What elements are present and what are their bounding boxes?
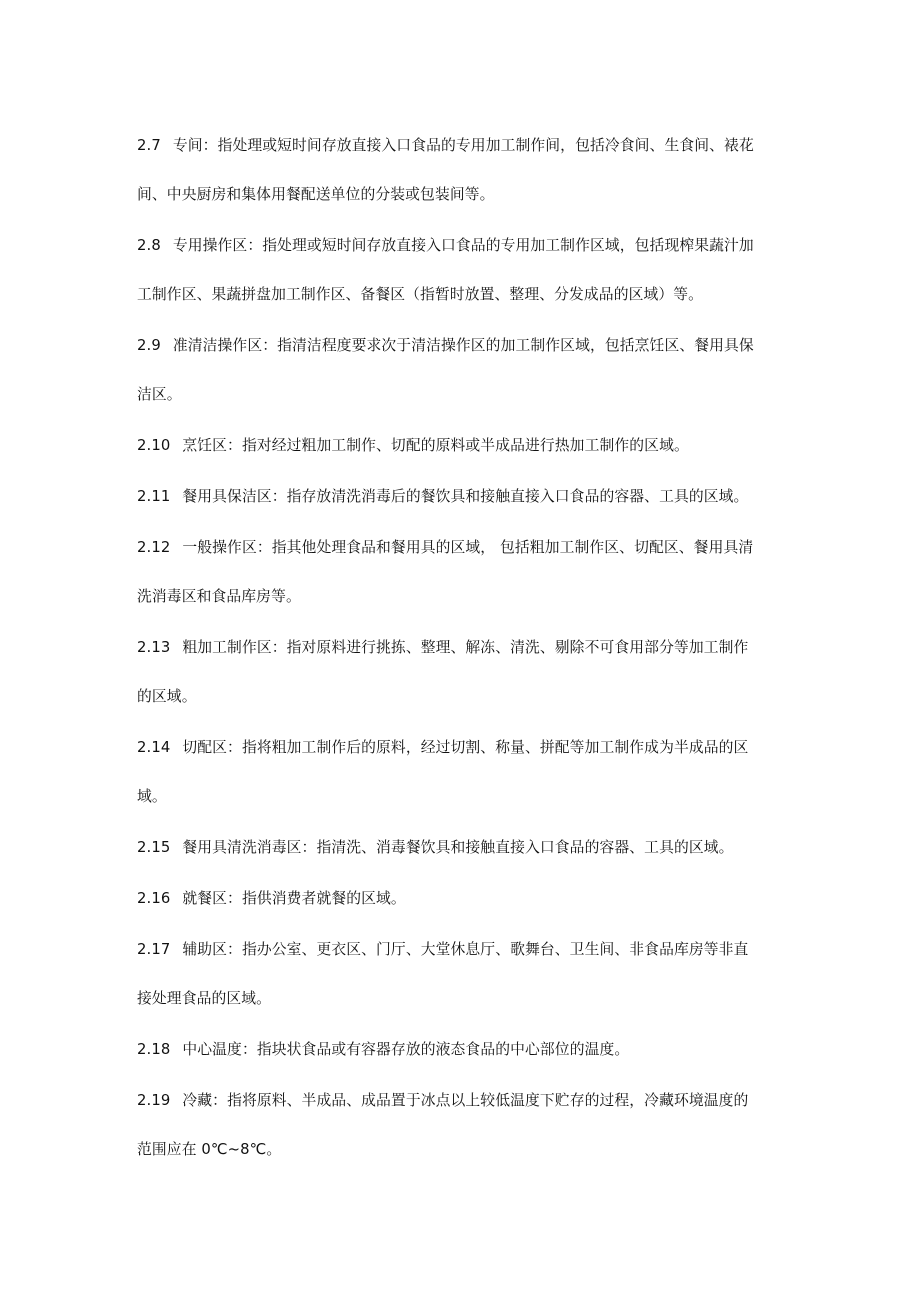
section-number: 2.7 — [137, 137, 161, 154]
definition-line — [137, 823, 787, 872]
definition-2-12 — [137, 523, 787, 621]
definition-text: 指将原料、半成品、成品置于冰点以上较低温度下贮存的过程，冷藏环境温度的 — [227, 1092, 749, 1109]
definition-line — [137, 925, 787, 974]
definition-2-15 — [137, 823, 787, 872]
term: 就餐区： — [182, 890, 242, 907]
definition-text: 指其他处理食品和餐用具的区域， 包括粗加工制作区、切配区、餐用具清 — [271, 539, 754, 556]
definition-2-17 — [137, 925, 787, 1023]
definition-2-18 — [137, 1025, 787, 1074]
definition-2-11 — [137, 472, 787, 521]
definition-text: 指对原料进行挑拣、整理、解冻、清洗、剔除不可食用部分等加工制作 — [286, 639, 749, 656]
section-number: 2.16 — [137, 890, 171, 907]
definition-2-8 — [137, 221, 787, 319]
definition-text: 指存放清洗消毒后的餐饮具和接触直接入口食品的容器、工具的区域。 — [286, 488, 749, 505]
definitions-list — [137, 121, 787, 1176]
definition-text: 指处理或短时间存放直接入口食品的专用加工制作间，包括冷食间、生食间、裱花 — [217, 137, 754, 154]
term: 餐用具清洗消毒区： — [182, 839, 317, 856]
definition-text: 指供消费者就餐的区域。 — [241, 890, 406, 907]
definition-line-continued: 洁区。 — [137, 386, 182, 403]
definition-2-19 — [137, 1076, 787, 1174]
definition-line — [137, 523, 787, 572]
term: 辅助区： — [182, 941, 242, 958]
definition-line — [137, 121, 787, 170]
section-number: 2.19 — [137, 1092, 171, 1109]
definition-2-7 — [137, 121, 787, 219]
definition-2-14 — [137, 723, 787, 821]
definition-2-16 — [137, 874, 787, 923]
definition-text: 指清洁程度要求次于清洁操作区的加工制作区域，包括烹饪区、餐用具保 — [277, 337, 754, 354]
definition-text: 指清洗、消毒餐饮具和接触直接入口食品的容器、工具的区域。 — [316, 839, 734, 856]
section-number: 2.9 — [137, 337, 161, 354]
section-number: 2.18 — [137, 1041, 171, 1058]
definition-text: 指处理或短时间存放直接入口食品的专用加工制作区域，包括现榨果蔬汁加 — [262, 237, 754, 254]
term: 专间： — [172, 137, 218, 154]
section-number: 2.14 — [137, 739, 171, 756]
definition-2-9 — [137, 321, 787, 419]
term: 一般操作区： — [182, 539, 272, 556]
section-number: 2.15 — [137, 839, 171, 856]
definition-line-continued: 接处理食品的区域。 — [137, 990, 272, 1007]
definition-line-continued: 工制作区、果蔬拼盘加工制作区、备餐区（指暂时放置、整理、分发成品的区域）等。 — [137, 286, 704, 303]
definition-2-10 — [137, 421, 787, 470]
definition-line — [137, 623, 787, 672]
section-number: 2.13 — [137, 639, 171, 656]
term: 准清洁操作区： — [172, 337, 278, 354]
term: 专用操作区： — [172, 237, 263, 254]
definition-line — [137, 472, 787, 521]
definition-line — [137, 1076, 787, 1125]
term: 冷藏： — [182, 1092, 228, 1109]
definition-line — [137, 321, 787, 370]
definition-text: 指将粗加工制作后的原料，经过切割、称量、拼配等加工制作成为半成品的区 — [241, 739, 749, 756]
definition-2-13 — [137, 623, 787, 721]
section-number: 2.11 — [137, 488, 171, 505]
definition-text: 指块状食品或有容器存放的液态食品的中心部位的温度。 — [256, 1041, 630, 1058]
section-number: 2.17 — [137, 941, 171, 958]
definition-text: 指办公室、更衣区、门厅、大堂休息厅、歌舞台、卫生间、非食品库房等非直 — [241, 941, 749, 958]
definition-line-continued: 域。 — [137, 788, 167, 805]
definition-line — [137, 723, 787, 772]
term: 烹饪区： — [182, 437, 242, 454]
definition-line — [137, 874, 787, 923]
section-number: 2.10 — [137, 437, 171, 454]
definition-text: 指对经过粗加工制作、切配的原料或半成品进行热加工制作的区域。 — [241, 437, 689, 454]
definition-line — [137, 421, 787, 470]
definition-line-continued: 洗消毒区和食品库房等。 — [137, 588, 301, 605]
definition-line-continued: 范围应在 0℃~8℃。 — [137, 1141, 282, 1158]
definition-line — [137, 1025, 787, 1074]
term: 粗加工制作区： — [182, 639, 287, 656]
definition-line-continued: 间、中央厨房和集体用餐配送单位的分装或包装间等。 — [137, 186, 495, 203]
term: 餐用具保洁区： — [182, 488, 287, 505]
term: 切配区： — [182, 739, 242, 756]
term: 中心温度： — [182, 1041, 257, 1058]
section-number: 2.12 — [137, 539, 171, 556]
section-number: 2.8 — [137, 237, 161, 254]
definition-line-continued: 的区域。 — [137, 688, 197, 705]
definition-line — [137, 221, 787, 270]
